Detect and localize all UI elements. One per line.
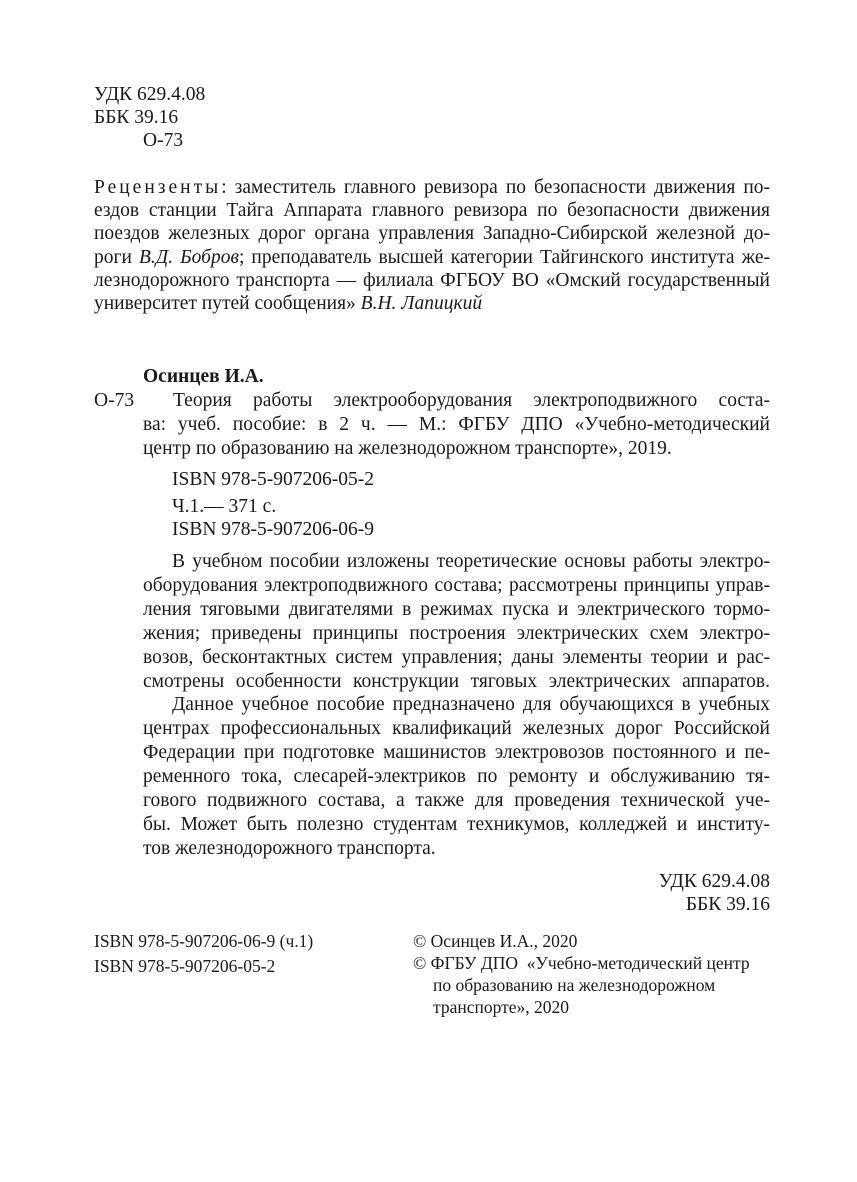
udk-code xyxy=(94,83,205,107)
catalog-title-line-2: ва: учеб. пособие: в 2 ч. — М.: ФГБУ ДПО «Учебно-методический xyxy=(143,414,770,435)
abstract-line: ременного тока, слесарей-электриков по ремонту и обслуживанию тя- xyxy=(143,766,770,787)
abstract-line: ления тяговыми двигателями в режимах пуска и электрического тормо- xyxy=(143,599,770,620)
copyright-publisher-cont: по образованию на железнодорожном xyxy=(433,975,716,995)
reviewers-line-6 xyxy=(94,292,482,316)
abstract-line: оборудования электроподвижного состава; рассмотрены принципы управ- xyxy=(143,575,770,596)
isbn-part: ISBN 978-5-907206-06-9 xyxy=(172,519,375,540)
catalog-mark: О-73 xyxy=(94,390,135,411)
reviewers-text: : заместитель главного ревизора по безопасности движения по- xyxy=(221,177,770,198)
copyright-author: © Осинцев И.А., 2020 xyxy=(413,931,578,951)
abstract-line: Данное учебное пособие предназначено для обучающихся в учебных xyxy=(172,694,770,715)
bbk-text: ББК 39.16 xyxy=(94,107,179,128)
reviewers-line-2: ездов станции Тайга Аппарата главного ревизора по безопасности движения xyxy=(94,200,770,221)
reviewers-text: ; преподаватель высшей категории Тайгинского института же- xyxy=(238,247,771,268)
footer-udk: УДК 629.4.08 xyxy=(658,871,770,892)
isbn-item: ISBN 978-5-907206-05-2 xyxy=(94,956,276,976)
author-mark-text: О-73 xyxy=(143,130,184,151)
abstract-line: В учебном пособии изложены теоретические основы работы электро- xyxy=(172,551,770,572)
abstract-line: центрах профессиональных квалификаций железных дорог Российской xyxy=(143,718,770,739)
abstract-line: жения; приведены принципы построения электрических схем электро- xyxy=(143,623,770,644)
catalog-title-line-3: центр по образованию на железнодорожном транспорте», 2019. xyxy=(143,438,672,459)
author-mark xyxy=(143,129,183,153)
footer-bbk: ББК 39.16 xyxy=(685,894,770,915)
abstract-line: смотрены особенности конструкции тяговых электрических аппаратов. xyxy=(143,671,770,692)
isbn-set: ISBN 978-5-907206-05-2 xyxy=(172,469,375,490)
reviewers-line-3: поездов железных дорог органа управления Западно-Сибирской железной до- xyxy=(94,223,770,244)
reviewers-text: университет путей сообщения» xyxy=(94,293,361,314)
reviewers-text: роги xyxy=(94,247,140,268)
reviewers-line-4 xyxy=(94,246,770,270)
part-pages: Ч.1.— 371 с. xyxy=(172,496,277,517)
bbk-code xyxy=(94,106,178,130)
catalog-title-line-1: Теория работы электрооборудования электроподвижного соста- xyxy=(173,390,770,411)
reviewers-label: Рецензенты xyxy=(94,177,222,198)
reviewer-name-1: В.Д. Бобров xyxy=(139,247,239,268)
reviewers-line-5: лезнодорожного транспорта — филиала ФГБОУ ВО «Омский государственный xyxy=(94,270,770,291)
abstract-line: бы. Может быть полезно студентам техникумов, колледжей и институ- xyxy=(143,814,770,835)
isbn-item: ISBN 978-5-907206-06-9 (ч.1) xyxy=(94,931,314,951)
abstract-line: гового подвижного состава, а также для проведения технической уче- xyxy=(143,790,770,811)
abstract-line: тов железнодорожного транспорта. xyxy=(143,838,436,859)
copyright-publisher-year: транспорте», 2020 xyxy=(433,997,570,1017)
catalog-author: Осинцев И.А. xyxy=(143,366,264,387)
copyright-publisher: © ФГБУ ДПО «Учебно-методический центр xyxy=(413,953,750,973)
reviewer-name-2: В.Н. Лапицкий xyxy=(360,293,483,314)
abstract-line: Федерации при подготовке машинистов электровозов постоянного и пе- xyxy=(143,742,770,763)
abstract-line: возов, бесконтактных систем управления; даны элементы теории и рас- xyxy=(143,647,770,668)
udk-text: УДК 629.4.08 xyxy=(94,84,206,105)
reviewers-line-1 xyxy=(94,176,770,200)
